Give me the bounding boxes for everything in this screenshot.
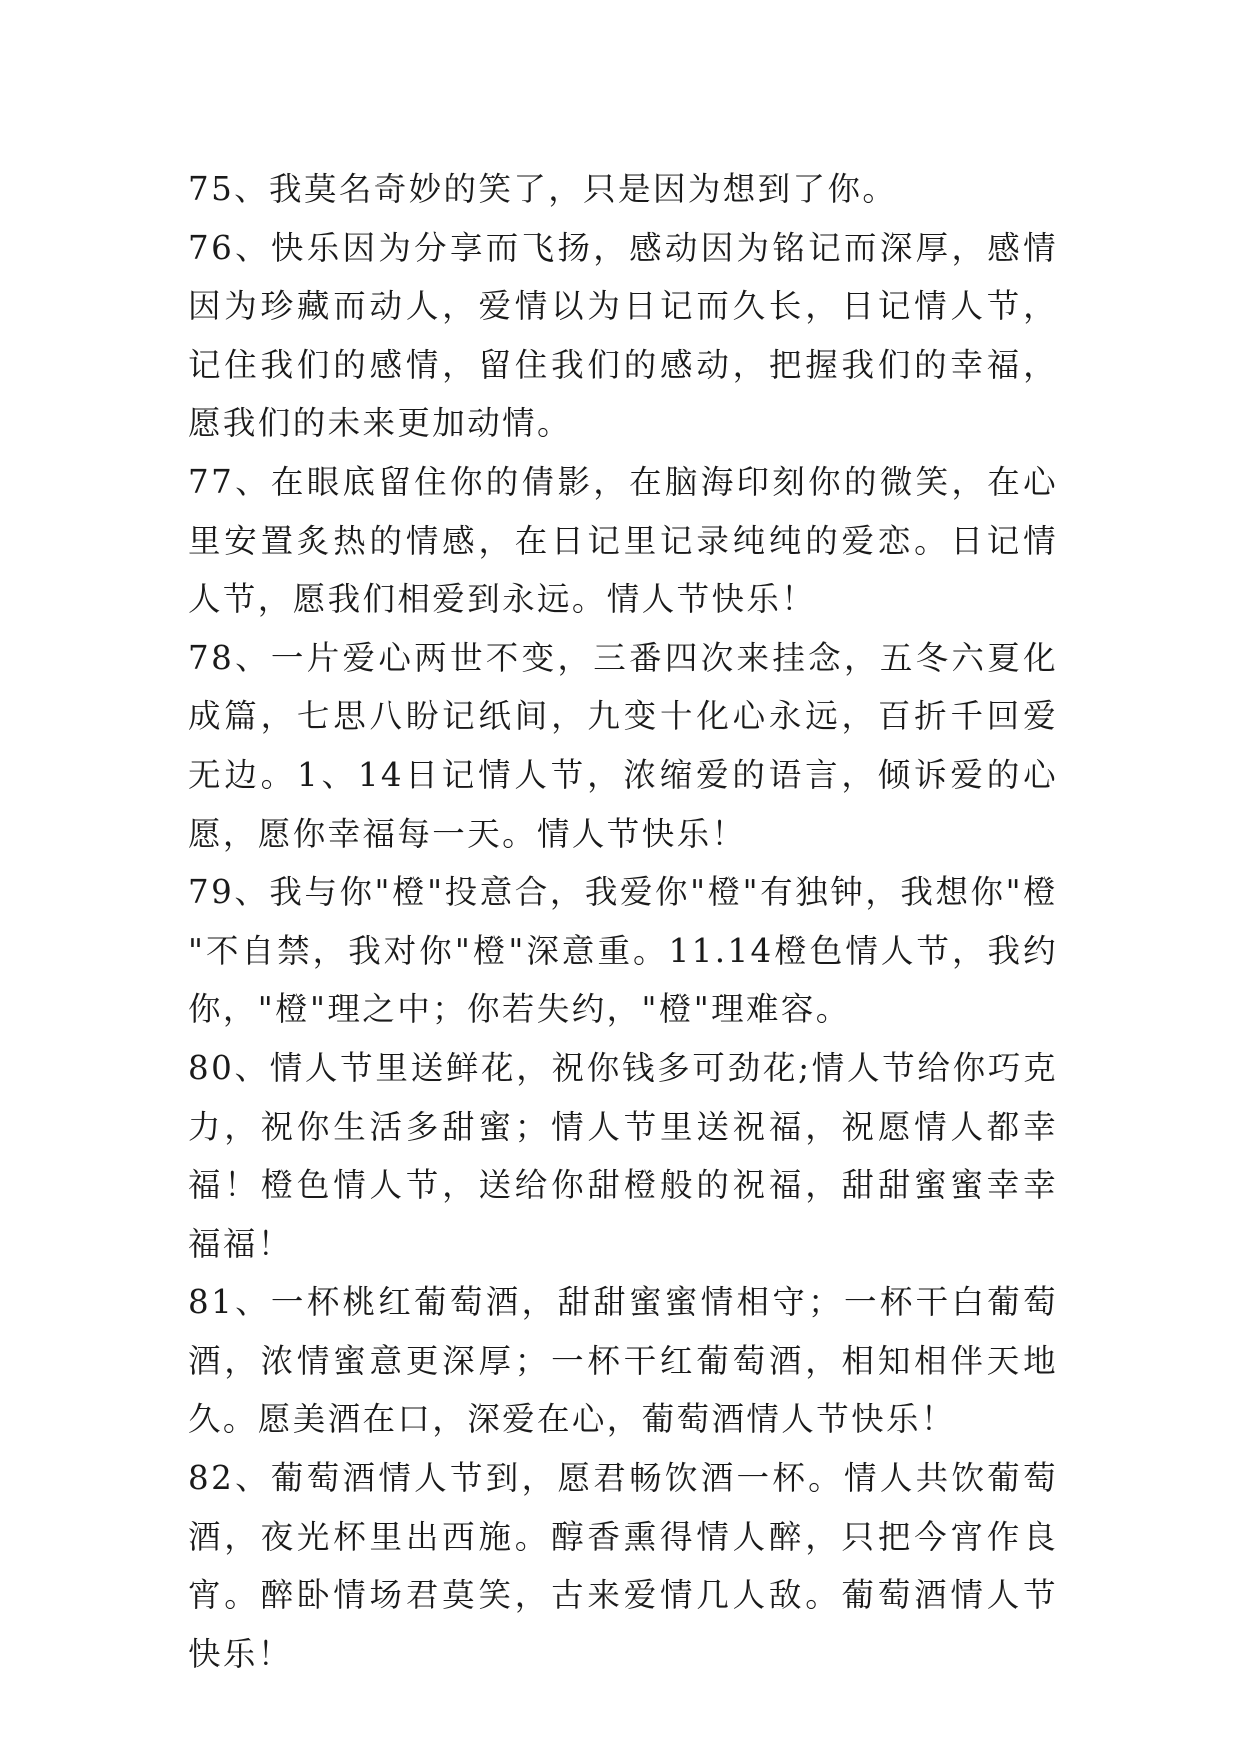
paragraph-79: 79、我与你"橙"投意合，我爱你"橙"有独钟，我想你"橙"不自禁，我对你"橙"深意重。11.14橙色情人节，我约你，"橙"理之中；你若失约，"橙"理难容。: [188, 873, 1058, 1029]
paragraph-81: 81、一杯桃红葡萄酒，甜甜蜜蜜情相守；一杯干白葡萄酒，浓情蜜意更深厚；一杯干红葡萄酒，相知相伴天地久。愿美酒在口，深爱在心，葡萄酒情人节快乐！: [188, 1283, 1058, 1439]
document-body: [188, 160, 1058, 1683]
paragraph-75: 75、我莫名奇妙的笑了，只是因为想到了你。: [188, 170, 898, 208]
paragraph-78: 78、一片爱心两世不变，三番四次来挂念，五冬六夏化成篇，七思八盼记纸间，九变十化心永远，百折千回爱无边。1、14日记情人节，浓缩爱的语言，倾诉爱的心愿，愿你幸福每一天。情人节快乐！: [188, 638, 1058, 853]
paragraph-77: 77、在眼底留住你的倩影，在脑海印刻你的微笑，在心里安置炙热的情感，在日记里记录纯纯的爱恋。日记情人节，愿我们相爱到永远。情人节快乐！: [188, 462, 1058, 619]
paragraph-82: 82、葡萄酒情人节到，愿君畅饮酒一杯。情人共饮葡萄酒，夜光杯里出西施。醇香熏得情人醉，只把今宵作良宵。醉卧情场君莫笑，古来爱情几人敌。葡萄酒情人节快乐！: [188, 1459, 1058, 1673]
paragraph-76: 76、快乐因为分享而飞扬，感动因为铭记而深厚，感情因为珍藏而动人，爱情以为日记而久长，日记情人节，记住我们的感情，留住我们的感动，把握我们的幸福，愿我们的未来更加动情。: [188, 228, 1058, 443]
paragraph-80: 80、情人节里送鲜花，祝你钱多可劲花;情人节给你巧克力，祝你生活多甜蜜；情人节里送祝福，祝愿情人都幸福！橙色情人节，送给你甜橙般的祝福，甜甜蜜蜜幸幸福福！: [188, 1048, 1058, 1263]
